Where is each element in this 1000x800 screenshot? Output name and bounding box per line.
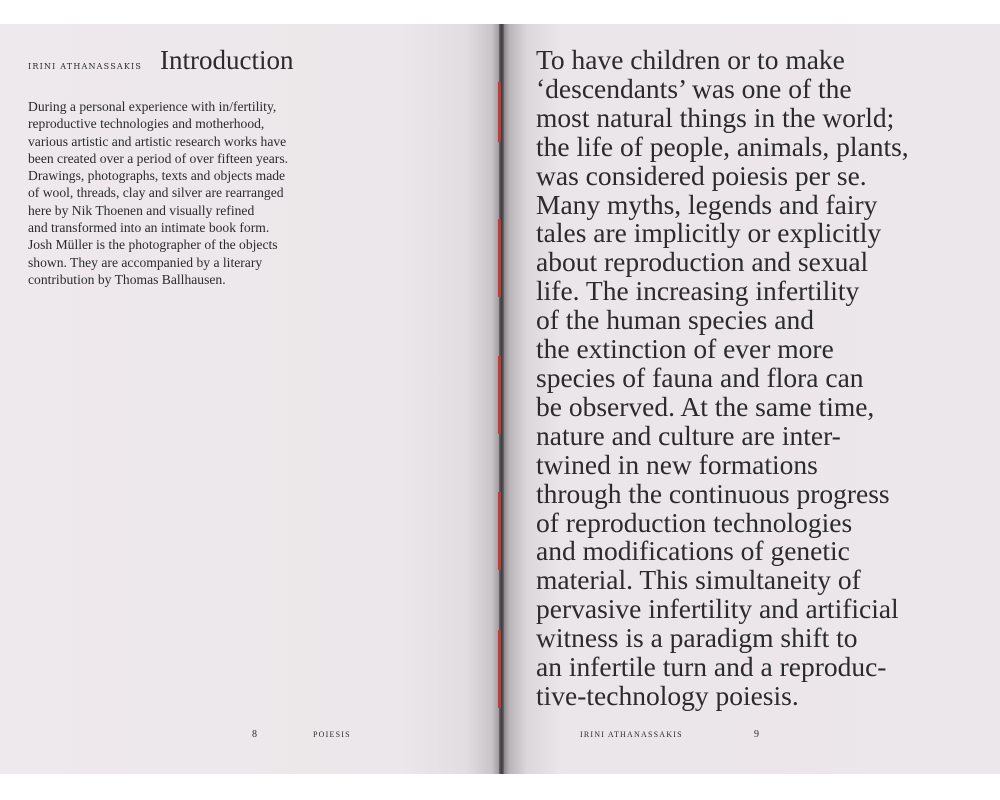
- page-title: Introduction: [160, 45, 294, 75]
- running-head-author: IRINI ATHANASSAKIS: [28, 62, 143, 71]
- binding-thread-mark: [498, 356, 501, 434]
- binding-thread-mark: [498, 219, 501, 297]
- intro-paragraph: During a personal experience with in/fertility, reproductive technologies and motherhood, various artistic and artistic research works have been created over a period of over fifteen years. Drawings, photographs, texts and objects made of wool, threads, clay and silver are rearranged here by Nik Thoenen and visually refined and transformed into an intimate book form. Josh Müller is the photographer of the objects shown. They are accompanied by a literary contribution by Thomas Ballhausen.: [28, 99, 289, 287]
- binding-thread-mark: [498, 492, 501, 570]
- right-page: [502, 24, 1000, 774]
- page-number-left: 8: [252, 729, 257, 740]
- footer-author: IRINI ATHANASSAKIS: [580, 730, 683, 739]
- page-number-right: 9: [754, 729, 759, 740]
- main-paragraph: To have children or to make ‘descendants’ was one of the most natural things in the world; the life of people, animals, plants, was considered poiesis per se. Many myths, legends and fairy tales are implicitly or explicitly about reproduction and sexual life. The increasing infertility of the human species and the extinction of ever more species of fauna and flora can be observed. At the same time, nature and culture are inter- twined in new formations through the continuous progress of reproduction technologies and modifications of genetic material. This simultaneity of pervasive infertility and artificial witness is a paradigm shift to an infertile turn and a reproduc- tive-technology poiesis.: [536, 44, 909, 711]
- book-spread: [0, 24, 1000, 774]
- footer-label: POIESIS: [313, 730, 351, 739]
- left-page: [0, 24, 502, 774]
- binding-thread-mark: [498, 630, 501, 708]
- binding-thread-mark: [498, 82, 501, 142]
